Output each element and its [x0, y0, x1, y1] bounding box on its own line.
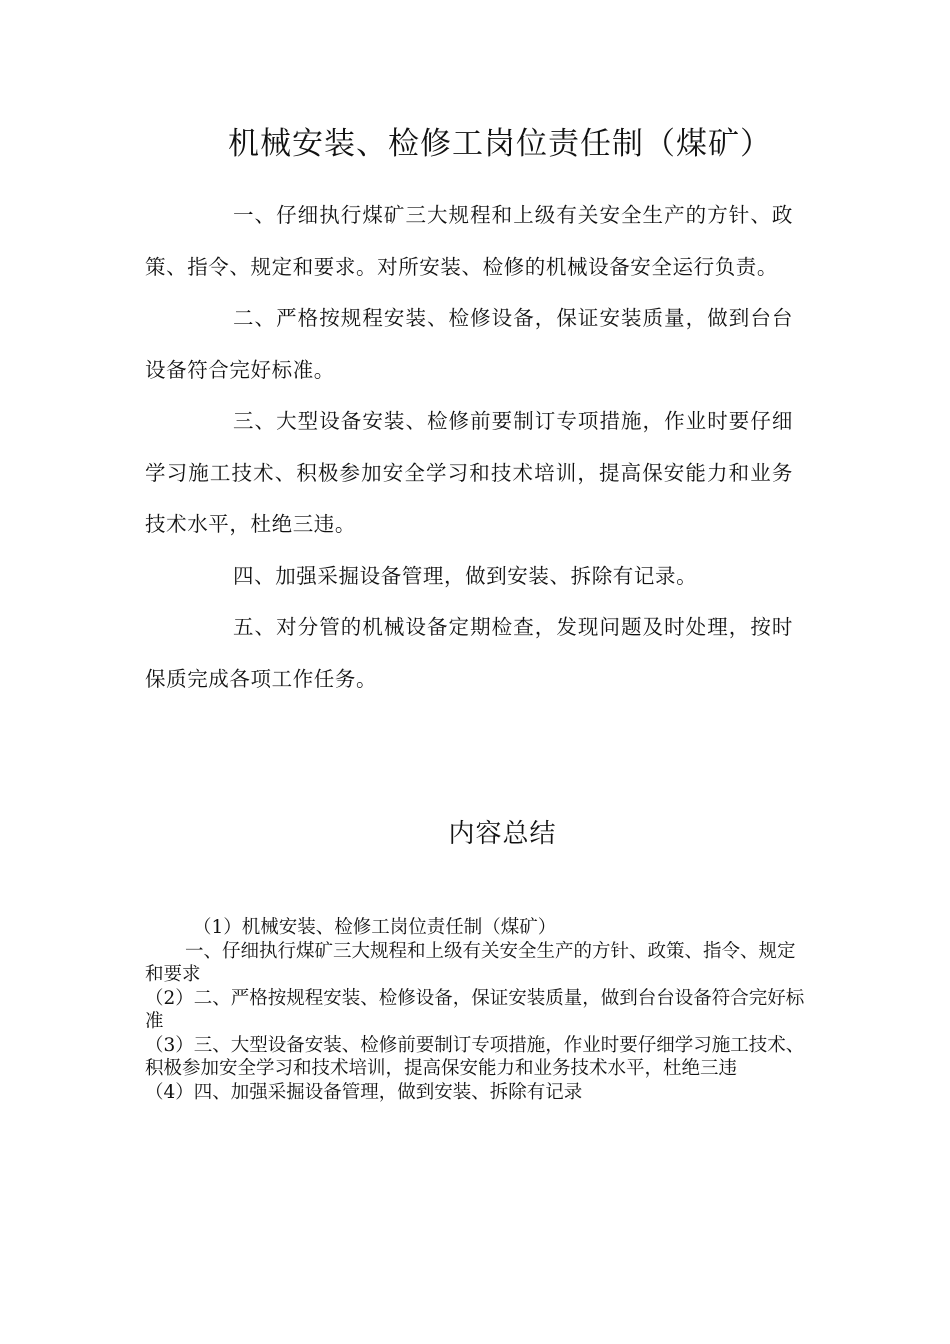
paragraph-5: 五、对分管的机械设备定期检查，发现问题及时处理，按时保质完成各项工作任务。	[145, 615, 793, 691]
summary-item-4: （4）四、加强采掘设备管理，做到安装、拆除有记录	[145, 1081, 583, 1103]
summary-item-3: （3）三、大型设备安装、检修前要制订专项措施，作业时要仔细学习施工技术、积极参加安全学习和技术培训，提高保安能力和业务技术水平，杜绝三违	[145, 1034, 805, 1079]
summary-heading: 内容总结	[448, 819, 557, 849]
summary-item-1: 一、仔细执行煤矿三大规程和上级有关安全生产的方针、政策、指令、规定和要求	[145, 940, 796, 985]
paragraph-4: 四、加强采掘设备管理，做到安装、拆除有记录。	[233, 563, 698, 588]
document-title: 机械安装、检修工岗位责任制（煤矿）	[228, 126, 772, 162]
summary-item-2: （2）二、严格按规程安装、检修设备，保证安装质量，做到台台设备符合完好标准	[145, 987, 805, 1032]
paragraph-3: 三、大型设备安装、检修前要制订专项措施，作业时要仔细学习施工技术、积极参加安全学习和技术培训，提高保安能力和业务技术水平，杜绝三违。	[145, 409, 793, 536]
document-body	[145, 190, 793, 705]
summary-title-line: （1）机械安装、检修工岗位责任制（煤矿）	[193, 917, 557, 938]
paragraph-2: 二、严格按规程安装、检修设备，保证安装质量，做到台台设备符合完好标准。	[145, 306, 793, 382]
summary-section	[145, 916, 805, 1104]
paragraph-1: 一、仔细执行煤矿三大规程和上级有关安全生产的方针、政策、指令、规定和要求。对所安装、检修的机械设备安全运行负责。	[145, 203, 793, 279]
